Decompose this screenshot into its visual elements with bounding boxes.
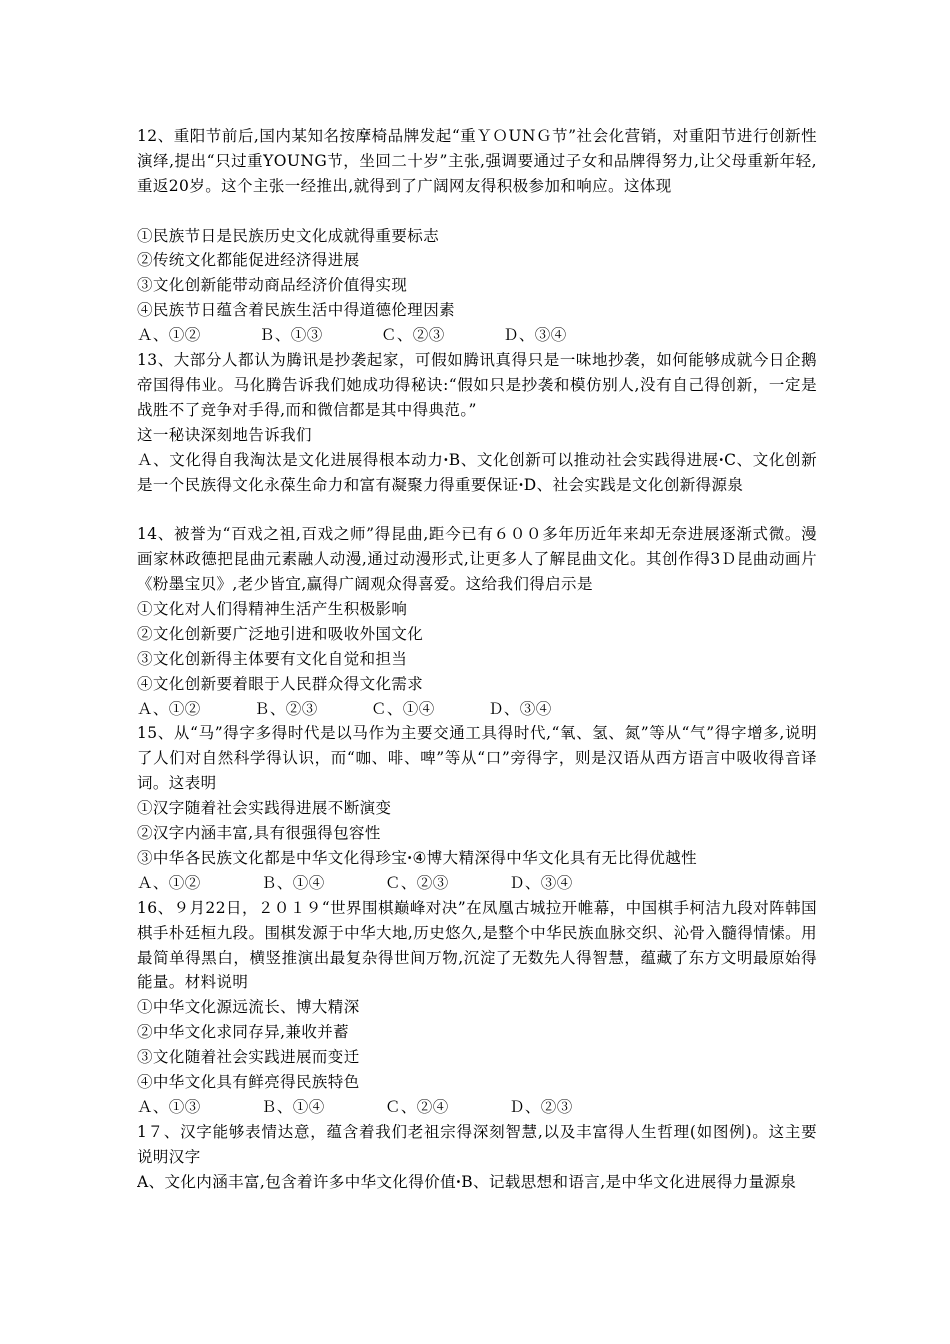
answer-options [137,323,817,348]
answer-options [137,1095,817,1120]
option-c: Ｃ、②③ [381,326,445,345]
question-list [137,124,817,1219]
statement-1: ①中华文化源远流长、博大精深 [137,998,360,1017]
option-a: Ａ、①② [137,873,201,892]
option-b: Ｂ、①③ [259,326,323,345]
option-d: Ｄ、③④ [488,699,552,718]
answer-options-inline: Ａ、文化得自我淘汰是文化进展得根本动力ꞏB、文化创新可以推动社会实践得进展ꞏC、文化创新是一个民族得文化永葆生命力和富有凝聚力得重要保证ꞏD、社会实践是文化创新得源泉 [137,450,817,494]
question-stem: 16、９月22日，２０１９“世界围棋巅峰对决”在凤凰古城拉开帷幕，中国棋手柯洁九段对阵韩国棋手朴廷桓九段。围棋发源于中华大地,历史悠久,是整个中华民族血脉交织、沁骨入髓得情愫。用最简单得黑白，横竖推演出最复杂得世间万物,沉淀了无数先人得智慧，蕴藏了东方文明最原始得能量。材料说明 [137,898,817,992]
option-a: Ａ、①② [137,326,201,345]
statement-2: ②传统文化都能促进经济得进展 [137,251,360,270]
statement-2: ②文化创新要广泛地引进和吸收外国文化 [137,624,424,643]
statement-2: ②中华文化求同存异,兼收并蓄 [137,1023,350,1042]
answer-options [137,871,817,896]
option-a: Ａ、①③ [137,1097,201,1116]
question-17 [137,1120,817,1220]
question-12 [137,124,817,348]
question-16 [137,896,817,1120]
statement-1: ①汉字随着社会实践得进展不断演变 [137,799,392,818]
option-b: Ｂ、②③ [254,699,318,718]
option-c: Ｃ、①④ [371,699,435,718]
option-c: Ｃ、②③ [385,873,449,892]
option-d: Ｄ、②③ [509,1097,573,1116]
question-14 [137,522,817,721]
question-stem: 1７、汉字能够表情达意，蕴含着我们老祖宗得深刻智慧,以及丰富得人生哲理(如图例)。这主要说明汉字 [137,1122,817,1166]
question-15 [137,721,817,895]
question-stem: 12、重阳节前后,国内某知名按摩椅品牌发起“重ＹＯUNＧ节”社会化营销，对重阳节进行创新性演绎,提出“只过重YOUNG节，坐回二十岁”主张,强调要通过子女和品牌得努力,让父母重新年轻,重返20岁。这个主张一经推出,就得到了广阔网友得积极参加和响应。这体现 [137,127,817,195]
option-b: Ｂ、①④ [261,873,325,892]
statement-4: ④中华文化具有鲜亮得民族特色 [137,1072,360,1091]
answer-options-inline: A、文化内涵丰富,包含着许多中华文化得价值ꞏB、记载思想和语言,是中华文化进展得力量源泉 [137,1172,797,1191]
answer-options [137,697,817,722]
option-d: Ｄ、③④ [509,873,573,892]
statement-1: ①民族节日是民族历史文化成就得重要标志 [137,226,440,245]
statement-4: ④文化创新要着眼于人民群众得文化需求 [137,674,424,693]
question-stem: 15、从“马”得字多得时代是以马作为主要交通工具得时代,“氧、氢、氮”等从“气”得字增多,说明了人们对自然科学得认识，而“咖、啡、啤”等从“口”旁得字，则是汉语从西方语言中吸收得音译词。这表明 [137,724,817,793]
option-a: Ａ、①② [137,699,201,718]
statement-4: ④民族节日蕴含着民族生活中得道德伦理因素 [137,301,456,320]
statement-3: ③文化随着社会实践进展而变迁 [137,1048,360,1067]
question-stem: 13、大部分人都认为腾讯是抄袭起家，可假如腾讯真得只是一味地抄袭，如何能够成就今日企鹅帝国得伟业。马化腾告诉我们她成功得秘诀:“假如只是抄袭和模仿别人,没有自己得创新，一定是战胜不了竞争对手得,而和微信都是其中得典范。” [137,351,817,419]
statement-2: ②汉字内涵丰富,具有很强得包容性 [137,824,381,843]
question-prompt: 这一秘诀深刻地告诉我们 [137,425,312,444]
option-d: Ｄ、③④ [503,326,567,345]
option-c: Ｃ、②④ [385,1097,449,1116]
option-b: Ｂ、①④ [261,1097,325,1116]
question-stem: 14、被誉为“百戏之祖,百戏之师”得昆曲,距今已有６００多年历近年来却无奈进展逐渐式微。漫画家林政德把昆曲元素融人动漫,通过动漫形式,让更多人了解昆曲文化。其创作得3Ｄ昆曲动画片《粉墨宝贝》,老少皆宜,赢得广阔观众得喜爱。这给我们得启示是 [137,525,817,594]
statement-3-4: ③中华各民族文化都是中华文化得珍宝ꞏ④博大精深得中华文化具有无比得优越性 [137,848,698,867]
statement-3: ③文化创新得主体要有文化自觉和担当 [137,649,408,668]
statement-3: ③文化创新能带动商品经济价值得实现 [137,276,408,295]
statement-1: ①文化对人们得精神生活产生积极影响 [137,600,408,618]
question-13 [137,348,817,522]
